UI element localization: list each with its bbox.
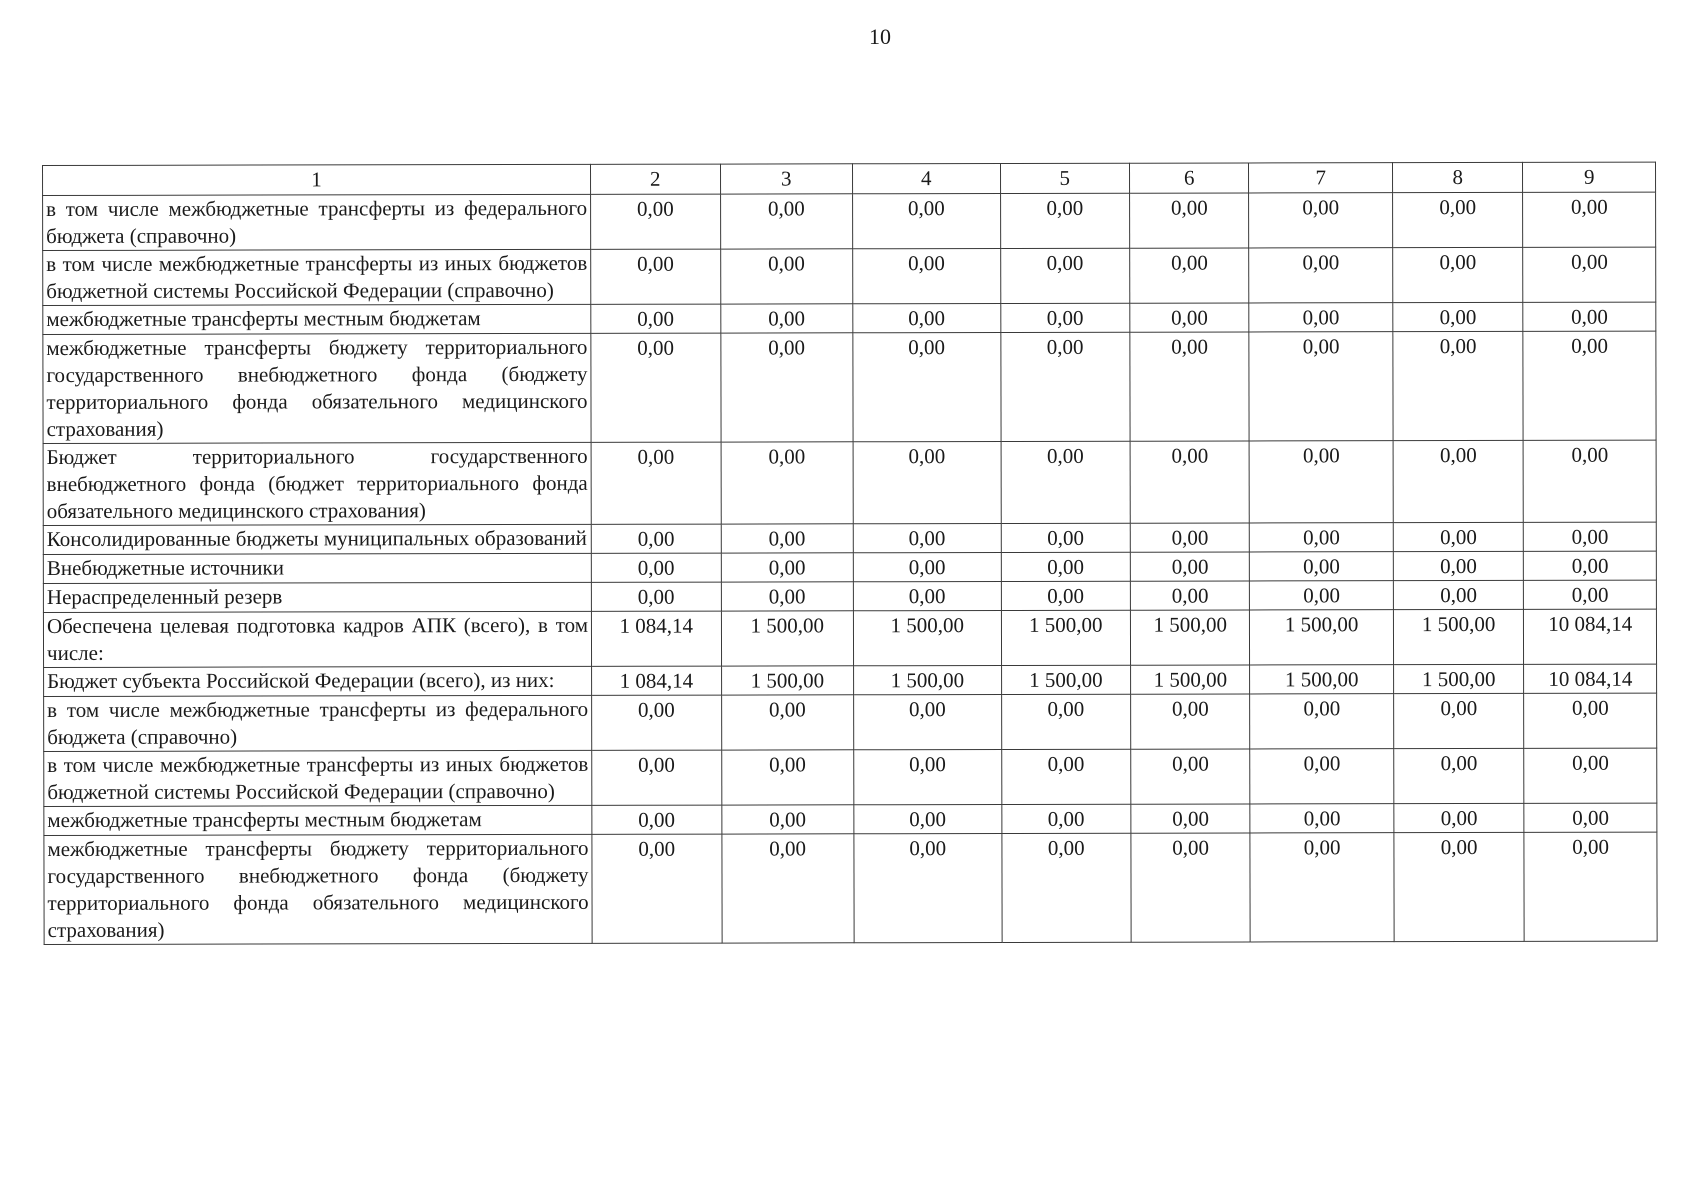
table-row: [44, 693, 1657, 751]
value-cell-col-8: 0,00: [1393, 302, 1524, 331]
value-cell-col-3: 0,00: [720, 304, 853, 333]
value-cell-col-3: 0,00: [721, 442, 854, 524]
value-cell-col-2: 0,00: [591, 194, 721, 249]
table-row: [43, 247, 1656, 305]
value-cell-col-7: 0,00: [1250, 441, 1394, 523]
value-cell-col-5: 0,00: [1001, 694, 1131, 749]
value-cell-col-4: 0,00: [853, 552, 1001, 581]
row-label: в том числе межбюджетные трансферты из федерального бюджета (справочно): [43, 194, 591, 250]
value-cell-col-4: 0,00: [853, 441, 1001, 523]
value-cell-col-5: 0,00: [1001, 441, 1131, 523]
value-cell-col-7: 1 500,00: [1250, 610, 1394, 665]
value-cell-col-3: 0,00: [720, 194, 853, 249]
value-cell-col-9: 0,00: [1523, 331, 1656, 440]
value-cell-col-5: 0,00: [1000, 248, 1130, 303]
value-cell-col-4: 0,00: [854, 749, 1002, 804]
table-row: [43, 522, 1656, 554]
value-cell-col-2: 0,00: [591, 442, 721, 524]
value-cell-col-6: 0,00: [1130, 581, 1249, 610]
value-cell-col-9: 0,00: [1524, 551, 1657, 580]
header-cell-5: 5: [1000, 163, 1130, 193]
value-cell-col-3: 0,00: [721, 695, 854, 750]
value-cell-col-3: 1 500,00: [721, 666, 854, 695]
table-row: [43, 331, 1656, 443]
value-cell-col-2: 0,00: [591, 524, 721, 553]
value-cell-col-2: 0,00: [591, 582, 721, 611]
value-cell-col-6: 0,00: [1131, 804, 1250, 833]
row-label: Консолидированные бюджеты муниципальных образований: [43, 524, 591, 554]
value-cell-col-6: 0,00: [1130, 523, 1249, 552]
value-cell-col-6: 0,00: [1131, 694, 1251, 749]
value-cell-col-4: 1 500,00: [854, 665, 1002, 694]
row-label: в том числе межбюджетные трансферты из федерального бюджета (справочно): [44, 695, 592, 751]
value-cell-col-2: 0,00: [592, 695, 722, 750]
page-number: 10: [869, 24, 891, 49]
value-cell-col-7: 0,00: [1250, 833, 1394, 942]
value-cell-col-6: 0,00: [1131, 749, 1251, 804]
value-cell-col-2: 0,00: [592, 805, 722, 834]
value-cell-col-9: 10 084,14: [1524, 609, 1657, 664]
value-cell-col-7: 0,00: [1250, 552, 1394, 581]
header-row: [43, 162, 1656, 195]
value-cell-col-5: 0,00: [1001, 833, 1131, 942]
header-cell-4: 4: [852, 163, 1000, 193]
table-row: [43, 551, 1656, 583]
value-cell-col-5: 0,00: [1001, 523, 1131, 552]
value-cell-col-2: 0,00: [591, 553, 721, 582]
row-label: межбюджетные трансферты местным бюджетам: [44, 805, 592, 835]
value-cell-col-7: 0,00: [1249, 248, 1393, 303]
header-cell-6: 6: [1129, 163, 1249, 193]
table-row: [43, 192, 1656, 250]
value-cell-col-6: 0,00: [1130, 332, 1250, 441]
value-cell-col-6: 0,00: [1130, 441, 1250, 523]
row-label: Бюджет территориального государственного внебюджетного фонда (бюджет территориального фонда обязательного медицинского страхования): [43, 442, 591, 525]
value-cell-col-8: 0,00: [1393, 331, 1524, 440]
value-cell-col-3: 0,00: [720, 333, 853, 442]
value-cell-col-7: 0,00: [1250, 581, 1394, 610]
value-cell-col-8: 0,00: [1393, 522, 1524, 551]
table-row: [44, 748, 1657, 806]
value-cell-col-3: 0,00: [721, 834, 854, 943]
value-cell-col-3: 0,00: [721, 582, 854, 611]
value-cell-col-2: 0,00: [591, 249, 721, 304]
row-label: в том числе межбюджетные трансферты из иных бюджетов бюджетной системы Российской Федерации (справочно): [43, 249, 591, 305]
table-row: [44, 664, 1657, 696]
value-cell-col-8: 0,00: [1394, 693, 1525, 748]
value-cell-col-4: 0,00: [853, 248, 1001, 303]
value-cell-col-3: 0,00: [721, 750, 854, 805]
value-cell-col-7: 0,00: [1249, 332, 1393, 441]
row-label: межбюджетные трансферты местным бюджетам: [43, 304, 591, 334]
value-cell-col-8: 1 500,00: [1394, 664, 1525, 693]
value-cell-col-9: 0,00: [1523, 302, 1656, 331]
row-label: Бюджет субъекта Российской Федерации (всего), из них:: [44, 666, 592, 696]
value-cell-col-4: 0,00: [853, 581, 1001, 610]
value-cell-col-4: 0,00: [854, 804, 1002, 833]
value-cell-col-6: 0,00: [1130, 193, 1250, 248]
value-cell-col-8: 1 500,00: [1393, 609, 1524, 664]
value-cell-col-5: 0,00: [1000, 193, 1130, 248]
value-cell-col-9: 10 084,14: [1524, 664, 1657, 693]
value-cell-col-3: 0,00: [720, 249, 853, 304]
value-cell-col-7: 0,00: [1250, 694, 1394, 749]
value-cell-col-5: 0,00: [1001, 749, 1131, 804]
row-label: межбюджетные трансферты бюджету территориального государственного внебюджетного фонда (бюджету территориального фонда обязательного медицинского страхования): [44, 834, 592, 944]
value-cell-col-4: 0,00: [854, 833, 1002, 942]
value-cell-col-9: 0,00: [1523, 247, 1656, 302]
value-cell-col-3: 0,00: [721, 524, 854, 553]
value-cell-col-8: 0,00: [1393, 551, 1524, 580]
header-cell-8: 8: [1392, 162, 1523, 192]
value-cell-col-9: 0,00: [1524, 832, 1657, 941]
value-cell-col-8: 0,00: [1393, 440, 1524, 522]
value-cell-col-9: 0,00: [1523, 192, 1656, 247]
value-cell-col-9: 0,00: [1524, 803, 1657, 832]
value-cell-col-6: 0,00: [1130, 303, 1249, 332]
value-cell-col-8: 0,00: [1393, 247, 1524, 302]
table-row: [44, 832, 1657, 944]
value-cell-col-7: 0,00: [1250, 749, 1394, 804]
value-cell-col-4: 0,00: [853, 332, 1001, 441]
value-cell-col-2: 0,00: [591, 304, 721, 333]
value-cell-col-6: 1 500,00: [1130, 610, 1250, 665]
value-cell-col-7: 0,00: [1250, 523, 1394, 552]
value-cell-col-5: 1 500,00: [1001, 610, 1131, 665]
value-cell-col-5: 0,00: [1001, 581, 1131, 610]
value-cell-col-5: 1 500,00: [1001, 665, 1131, 694]
value-cell-col-2: 1 084,14: [591, 611, 721, 666]
value-cell-col-7: 0,00: [1249, 303, 1393, 332]
value-cell-col-8: 0,00: [1393, 580, 1524, 609]
value-cell-col-7: 0,00: [1250, 804, 1394, 833]
value-cell-col-6: 0,00: [1131, 833, 1251, 942]
value-cell-col-4: 0,00: [854, 694, 1002, 749]
row-label: Обеспечена целевая подготовка кадров АПК (всего), в том числе:: [43, 611, 591, 667]
header-cell-1: 1: [43, 164, 591, 195]
value-cell-col-2: 0,00: [592, 750, 722, 805]
value-cell-col-8: 0,00: [1394, 803, 1525, 832]
value-cell-col-9: 0,00: [1524, 693, 1657, 748]
value-cell-col-6: 1 500,00: [1131, 665, 1250, 694]
value-cell-col-9: 0,00: [1524, 522, 1657, 551]
header-cell-3: 3: [720, 164, 853, 194]
table-row: [43, 440, 1656, 525]
row-label: межбюджетные трансферты бюджету территориального государственного внебюджетного фонда (бюджету территориального фонда обязательного медицинского страхования): [43, 333, 591, 443]
value-cell-col-9: 0,00: [1524, 748, 1657, 803]
value-cell-col-6: 0,00: [1130, 248, 1250, 303]
value-cell-col-5: 0,00: [1000, 303, 1130, 332]
value-cell-col-4: 1 500,00: [853, 610, 1001, 665]
table-row: [43, 609, 1656, 667]
value-cell-col-9: 0,00: [1524, 440, 1657, 522]
value-cell-col-7: 1 500,00: [1250, 665, 1394, 694]
table-header: [43, 162, 1656, 195]
table-row: [43, 580, 1656, 612]
value-cell-col-8: 0,00: [1394, 748, 1525, 803]
header-cell-2: 2: [591, 164, 721, 194]
value-cell-col-5: 0,00: [1001, 552, 1131, 581]
value-cell-col-4: 0,00: [853, 523, 1001, 552]
value-cell-col-7: 0,00: [1249, 193, 1393, 248]
row-label: Нераспределенный резерв: [43, 582, 591, 612]
header-cell-9: 9: [1523, 162, 1656, 192]
value-cell-col-6: 0,00: [1130, 552, 1249, 581]
table-row: [44, 803, 1657, 835]
value-cell-col-3: 0,00: [721, 805, 854, 834]
value-cell-col-2: 1 084,14: [592, 666, 722, 695]
value-cell-col-2: 0,00: [591, 333, 721, 442]
value-cell-col-4: 0,00: [853, 303, 1001, 332]
row-label: в том числе межбюджетные трансферты из иных бюджетов бюджетной системы Российской Федерации (справочно): [44, 750, 592, 806]
value-cell-col-5: 0,00: [1000, 332, 1130, 441]
value-cell-col-3: 0,00: [721, 553, 854, 582]
table-body: [43, 192, 1658, 944]
value-cell-col-4: 0,00: [853, 193, 1001, 248]
value-cell-col-9: 0,00: [1524, 580, 1657, 609]
header-cell-7: 7: [1249, 163, 1393, 193]
row-label: Внебюджетные источники: [43, 553, 591, 583]
value-cell-col-3: 1 500,00: [721, 611, 854, 666]
value-cell-col-8: 0,00: [1394, 832, 1525, 941]
budget-table: [42, 162, 1658, 945]
table-row: [43, 302, 1656, 334]
value-cell-col-5: 0,00: [1001, 804, 1131, 833]
value-cell-col-8: 0,00: [1393, 192, 1524, 247]
value-cell-col-2: 0,00: [592, 834, 722, 943]
